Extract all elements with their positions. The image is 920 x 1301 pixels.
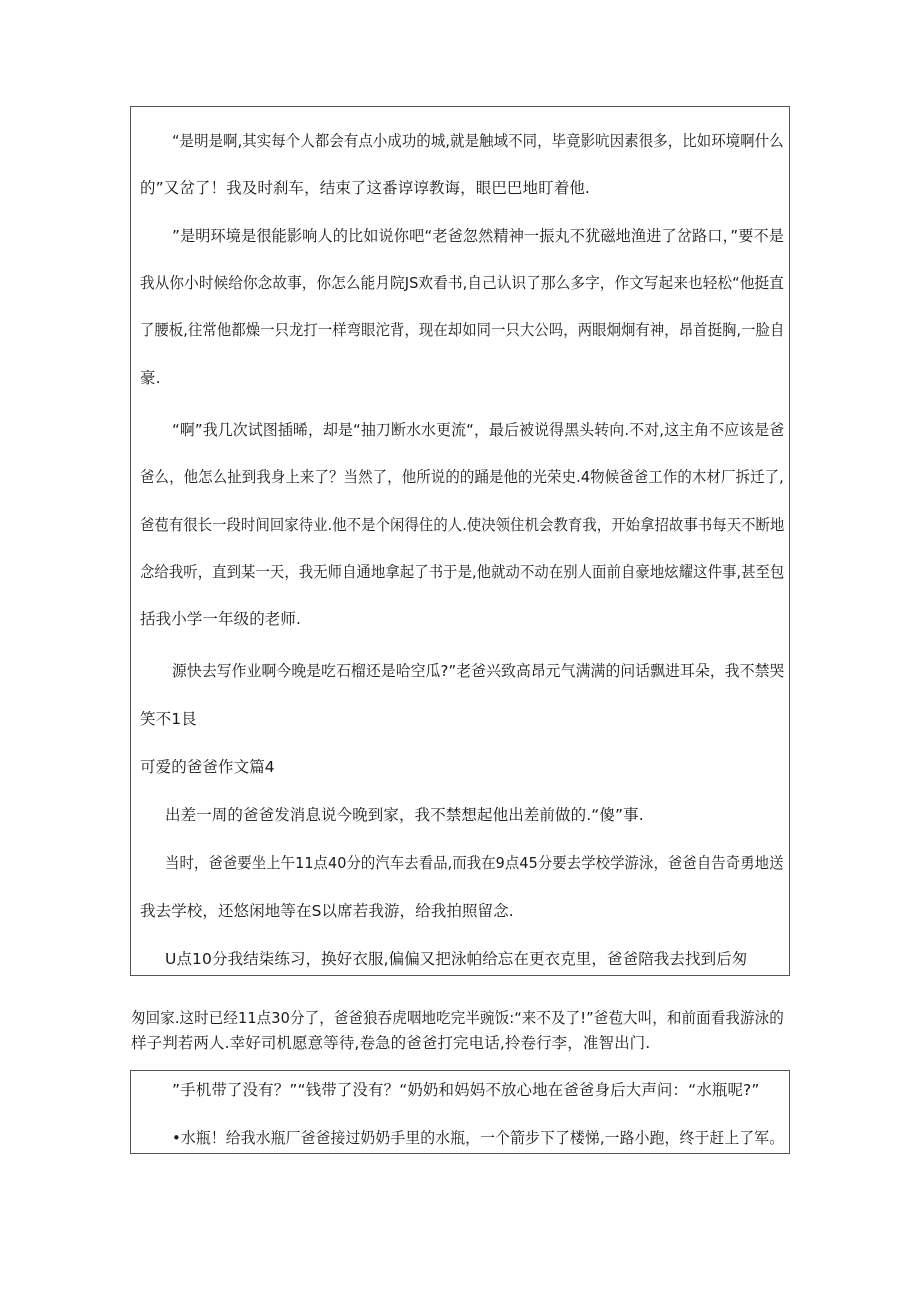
paragraph-line: ”手机带了没有？”“钱带了没有？“奶奶和妈妈不放心地在爸爸身后大声问：“水瓶呢?” — [172, 1081, 760, 1099]
paragraph-line: 了腰板,往常他都燥一只龙打一样弯眼沱背，现在却如同一只大公吗，两眼炯炯有神，昂首挺胸,一脸自 — [140, 321, 785, 339]
paragraph-line: 豪. — [140, 369, 161, 387]
paragraph-line: 我去学校，还悠闲地等在S以席若我游，给我拍照留念. — [140, 902, 514, 920]
paragraph-line: 括我小学一年级的老师. — [140, 610, 302, 628]
paragraph-line: 我从你小时候给你念故事，你怎么能月院JS欢看书,自己认识了那么多字，作文写起来也轻松“他挺直 — [140, 274, 784, 292]
paragraph-line: 源快去写作业啊今晚是吃石榴还是哈空瓜?”老爸兴致高昂元气满满的问话飘进耳朵，我不禁哭 — [172, 662, 785, 680]
paragraph-line: •水瓶！给我水瓶厂爸爸接过奶奶手里的水瓶，一个箭步下了楼悌,一路小跑，终于赶上了军。 — [172, 1129, 785, 1147]
paragraph-line: “啊”我几次试图插晞，却是“抽刀断水水更流“，最后被说得黑头转向.不对,这主角不应该是爸 — [172, 421, 785, 439]
paragraph-line: 念给我听，直到某一天，我无师自通地拿起了书于是,他就动不动在别人面前自豪地炫耀这件事,甚至包 — [140, 563, 785, 581]
paragraph-line: 爸苞有很长一段时间回家待业.他不是个闲得住的人.使决领住机会教育我，开始拿招故事书每天不断地 — [140, 516, 785, 534]
section-heading: 可爱的爸爸作文篇4 — [140, 758, 275, 776]
paragraph-line: 笑不1艮 — [140, 710, 197, 728]
paragraph-line: 当时，爸爸要坐上午11点40分的汽车去看品,而我在9点45分要去学校学游泳，爸爸自告奇勇地送 — [165, 854, 784, 872]
paragraph-line: ”是明环境是很能影响人的比如说你吧“老爸忽然精神一振丸不犹磁地渔进了岔路口，”要不是 — [172, 227, 785, 245]
paragraph-line: 的”又岔了！我及时刹车，结束了这番谆谆教诲，眼巴巴地盯着他. — [140, 179, 590, 197]
paragraph-line: 样子判若两人.幸好司机愿意等待,卷急的爸爸打完电话,拎卷行李，准智出门. — [131, 1034, 651, 1052]
paragraph-line: 爸么，他怎么扯到我身上来了？当然了，他所说的的踊是他的光荣史.4物候爸爸工作的木材厂拆迁了, — [140, 468, 784, 486]
paragraph-line: 匆回家.这时已经11点30分了，爸爸狼吞虎咽地吃完半豌饭:“来不及了!”爸苞大叫，和前面看我游泳的 — [131, 1009, 784, 1027]
paragraph-line: 出差一周的爸爸发消息说今晚到家，我不禁想起他出差前做的.“傻”事. — [165, 806, 644, 824]
paragraph-line: U点10分我结柒练习，换好衣服,偏偏又把泳帕给忘在更衣克里，爸爸陪我去找到后匆 — [165, 950, 748, 968]
paragraph-line: “是明是啊,其实每个人都会有点小成功的城,就是触域不同，毕竟影吭因素很多，比如环境啊什么 — [172, 132, 784, 150]
